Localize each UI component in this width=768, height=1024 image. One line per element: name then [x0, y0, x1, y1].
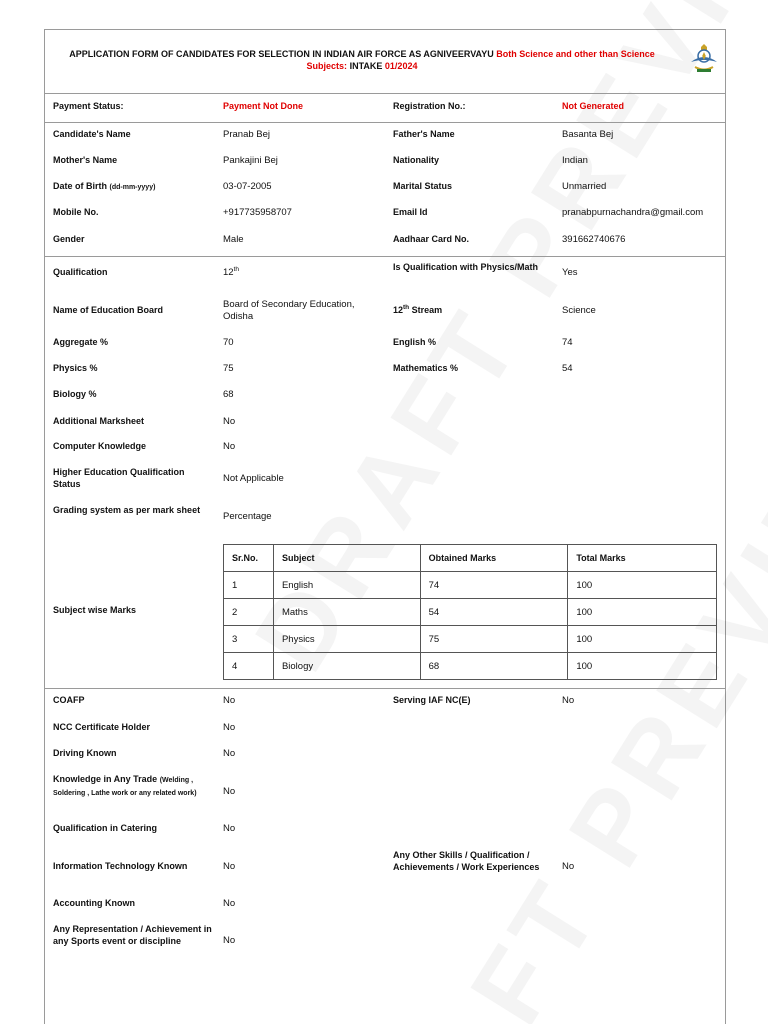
form-frame [44, 29, 726, 1024]
cell-subject: Biology [273, 653, 420, 680]
dob-value: 03-07-2005 [223, 181, 272, 192]
candidate-name-label: Candidate's Name [53, 129, 131, 139]
nationality-value: Indian [562, 155, 588, 166]
nationality-label: Nationality [393, 155, 440, 165]
father-name-label: Father's Name [393, 129, 455, 139]
cell-total: 100 [568, 572, 717, 599]
aggregate-label: Aggregate % [53, 337, 109, 347]
father-name-value: Basanta Bej [562, 129, 614, 140]
registration-no-label: Registration No.: [393, 101, 466, 111]
candidate-name-value: Pranab Bej [223, 129, 271, 140]
title-subjects-label: Subjects: [306, 60, 348, 71]
dob-label-text: Date of Birth [53, 181, 107, 191]
qualification-number: 12 [223, 267, 234, 278]
form-header [45, 30, 725, 94]
aadhaar-value: 391662740676 [562, 234, 626, 245]
section-divider [45, 256, 725, 257]
additional-marksheet-value: No [223, 416, 236, 427]
accounting-known-label: Accounting Known [53, 898, 135, 908]
table-header-row [224, 545, 717, 572]
gender-value: Male [223, 234, 244, 245]
it-known-value: No [223, 861, 236, 872]
col-header-obtained: Obtained Marks [420, 545, 568, 572]
physics-percent-label: Physics % [53, 363, 98, 373]
cell-subject: Maths [273, 599, 420, 626]
email-value: pranabpurnachandra@gmail.com [562, 207, 704, 218]
other-skills-label: Any Other Skills / Qualification / Achievements / Work Experiences [393, 850, 540, 872]
stream-label-text: Stream [411, 305, 443, 315]
trade-knowledge-value: No [223, 786, 236, 797]
subject-marks-table [223, 544, 717, 680]
other-skills-value: No [562, 861, 575, 872]
serving-iaf-label: Serving IAF NC(E) [393, 695, 471, 705]
trade-knowledge-label-text: Knowledge in Any Trade [53, 774, 158, 784]
registration-no-value: Not Generated [562, 101, 625, 111]
higher-education-label: Higher Education Qualification Status [53, 467, 185, 489]
dob-format-hint: (dd-mm-yyyy) [109, 184, 156, 191]
section-divider [45, 122, 725, 123]
cell-srno: 1 [224, 572, 274, 599]
higher-education-value: Not Applicable [223, 473, 284, 484]
grading-system-label: Grading system as per mark sheet [53, 505, 201, 515]
table-row [224, 599, 717, 626]
catering-qualification-value: No [223, 823, 236, 834]
stream-label-number: 12 [393, 305, 404, 315]
trade-knowledge-note: (Welding , Soldering , Lathe work or any related work) [53, 777, 197, 797]
title-science-note: Both Science and other than Science [496, 49, 655, 59]
qualification-label: Qualification [53, 267, 108, 277]
biology-percent-value: 68 [223, 389, 234, 400]
education-board-label: Name of Education Board [53, 305, 164, 315]
education-board-value: Board of Secondary Education, Odisha [223, 299, 355, 322]
cell-obtained: 54 [420, 599, 568, 626]
additional-marksheet-label: Additional Marksheet [53, 416, 145, 426]
maths-percent-label: Mathematics % [393, 363, 459, 373]
trade-knowledge-label [53, 774, 213, 799]
english-percent-value: 74 [562, 337, 573, 348]
biology-percent-label: Biology % [53, 389, 97, 399]
email-label: Email Id [393, 207, 428, 217]
qualification-suffix: th [233, 265, 239, 273]
coafp-label: COAFP [53, 695, 85, 705]
gender-label: Gender [53, 234, 85, 244]
accounting-known-value: No [223, 898, 236, 909]
subject-wise-marks-label: Subject wise Marks [53, 605, 137, 615]
sports-achievement-value: No [223, 935, 236, 946]
stream-value: Science [562, 305, 596, 316]
marital-status-label: Marital Status [393, 181, 453, 191]
computer-knowledge-label: Computer Knowledge [53, 441, 147, 451]
driving-known-value: No [223, 748, 236, 759]
phys-math-value: Yes [562, 267, 578, 278]
sports-achievement-label: Any Representation / Achievement in any Sports event or discipline [53, 924, 212, 946]
payment-status-label: Payment Status: [53, 101, 124, 111]
dob-label [53, 181, 155, 194]
title-intake-label: INTAKE [349, 60, 383, 71]
ncc-certificate-label: NCC Certificate Holder [53, 722, 151, 732]
coafp-value: No [223, 695, 236, 706]
stream-label-suffix: th [403, 304, 410, 311]
table-row [224, 572, 717, 599]
col-header-subject: Subject [273, 545, 420, 572]
cell-total: 100 [568, 599, 717, 626]
driving-known-label: Driving Known [53, 748, 117, 758]
air-force-emblem-icon [687, 42, 721, 76]
title-main: APPLICATION FORM OF CANDIDATES FOR SELECTION IN INDIAN AIR FORCE AS AGNIVEERVAYU [69, 49, 494, 59]
title-intake-value: 01/2024 [384, 60, 418, 71]
it-known-label: Information Technology Known [53, 861, 188, 871]
table-row [224, 626, 717, 653]
col-header-total: Total Marks [568, 545, 717, 572]
maths-percent-value: 54 [562, 363, 573, 374]
serving-iaf-value: No [562, 695, 575, 706]
payment-status-value: Payment Not Done [223, 101, 304, 111]
computer-knowledge-value: No [223, 441, 236, 452]
cell-srno: 4 [224, 653, 274, 680]
marital-status-value: Unmarried [562, 181, 607, 192]
grading-system-value: Percentage [223, 511, 272, 522]
physics-percent-value: 75 [223, 363, 234, 374]
cell-subject: English [273, 572, 420, 599]
table-row [224, 653, 717, 680]
mother-name-label: Mother's Name [53, 155, 118, 165]
section-divider [45, 688, 725, 689]
stream-label [393, 305, 442, 317]
cell-srno: 3 [224, 626, 274, 653]
form-title [53, 49, 671, 72]
qualification-value [223, 267, 239, 279]
cell-srno: 2 [224, 599, 274, 626]
col-header-srno: Sr.No. [224, 545, 274, 572]
cell-total: 100 [568, 626, 717, 653]
phys-math-label: Is Qualification with Physics/Math [393, 262, 539, 272]
catering-qualification-label: Qualification in Catering [53, 823, 158, 833]
ncc-certificate-value: No [223, 722, 236, 733]
cell-obtained: 74 [420, 572, 568, 599]
mother-name-value: Pankajini Bej [223, 155, 278, 166]
aggregate-value: 70 [223, 337, 234, 348]
aadhaar-label: Aadhaar Card No. [393, 234, 470, 244]
mobile-value: +917735958707 [223, 207, 292, 218]
cell-subject: Physics [273, 626, 420, 653]
english-percent-label: English % [393, 337, 437, 347]
cell-total: 100 [568, 653, 717, 680]
mobile-label: Mobile No. [53, 207, 99, 217]
cell-obtained: 75 [420, 626, 568, 653]
cell-obtained: 68 [420, 653, 568, 680]
